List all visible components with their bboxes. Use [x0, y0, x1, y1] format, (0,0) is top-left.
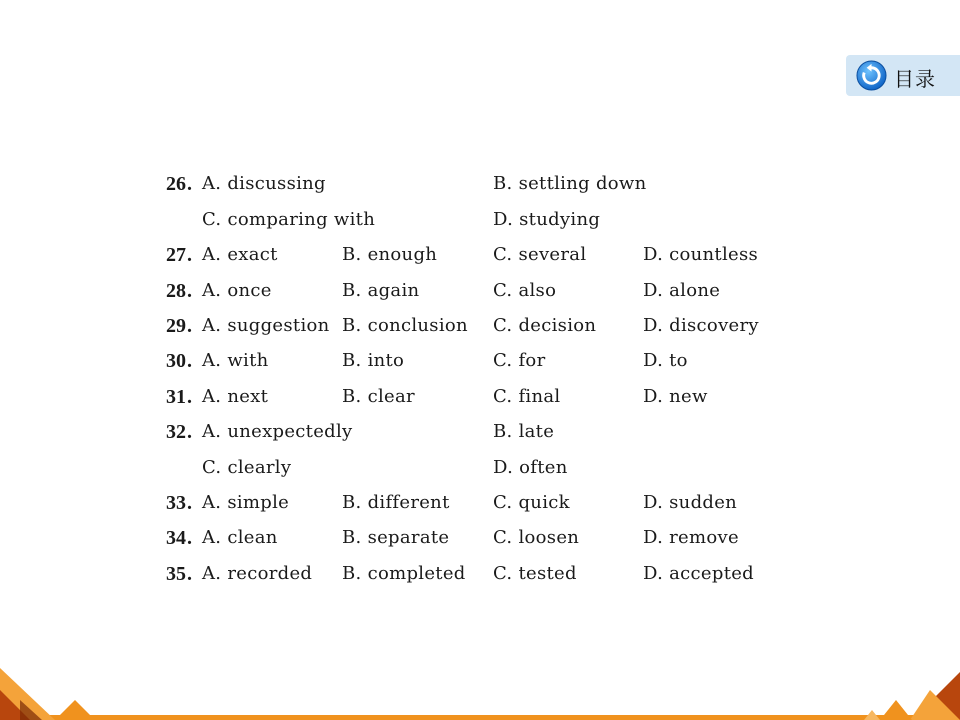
option-d: D. accepted [643, 563, 755, 584]
question-row [0, 277, 960, 305]
option-c: C. for [493, 350, 546, 371]
question-number: 30 [166, 350, 186, 372]
question-number-dot: . [187, 315, 192, 337]
option-a: A. with [202, 350, 269, 371]
question-number-dot: . [187, 280, 192, 302]
question-number: 29 [166, 315, 186, 337]
question-row [0, 241, 960, 269]
option-b: B. late [493, 421, 555, 442]
option-d: D. discovery [643, 315, 759, 336]
option-a: A. discussing [202, 173, 326, 194]
option-b: B. enough [342, 244, 438, 265]
option-c: C. quick [493, 492, 570, 513]
question-number-dot: . [187, 350, 192, 372]
option-a: A. simple [202, 492, 290, 513]
question-number: 33 [166, 492, 186, 514]
question-number-dot: . [187, 421, 192, 443]
question-number: 32 [166, 421, 186, 443]
question-row-continued [0, 206, 960, 234]
question-number-dot: . [187, 244, 192, 266]
question-row [0, 489, 960, 517]
question-row [0, 524, 960, 552]
option-a: A. suggestion [202, 315, 330, 336]
question-row [0, 347, 960, 375]
option-a: A. unexpectedly [202, 421, 353, 442]
option-c: C. clearly [202, 457, 292, 478]
option-d: D. remove [643, 527, 739, 548]
option-d: D. new [643, 386, 708, 407]
question-number: 34 [166, 527, 186, 549]
option-b: B. again [342, 280, 420, 301]
option-c: C. loosen [493, 527, 580, 548]
question-number: 27 [166, 244, 186, 266]
question-number-dot: . [187, 563, 192, 585]
question-row-continued [0, 454, 960, 482]
option-a: A. exact [202, 244, 278, 265]
option-c: C. comparing with [202, 209, 376, 230]
toc-label: 目录 [894, 67, 936, 91]
question-row [0, 383, 960, 411]
option-b: B. clear [342, 386, 415, 407]
option-c: C. decision [493, 315, 597, 336]
question-number: 28 [166, 280, 186, 302]
option-c: C. also [493, 280, 557, 301]
option-c: C. several [493, 244, 587, 265]
option-b: B. separate [342, 527, 450, 548]
option-a: A. clean [202, 527, 278, 548]
option-b: B. conclusion [342, 315, 468, 336]
question-row [0, 170, 960, 198]
option-b: B. settling down [493, 173, 647, 194]
option-a: A. next [202, 386, 269, 407]
option-d: D. to [643, 350, 688, 371]
option-d: D. sudden [643, 492, 738, 513]
option-d: D. countless [643, 244, 759, 265]
question-number: 35 [166, 563, 186, 585]
option-d: D. often [493, 457, 568, 478]
option-b: B. into [342, 350, 405, 371]
option-d: D. studying [493, 209, 601, 230]
question-number: 26 [166, 173, 186, 195]
option-b: B. different [342, 492, 450, 513]
option-d: D. alone [643, 280, 721, 301]
question-number: 31 [166, 386, 186, 408]
question-number-dot: . [187, 386, 192, 408]
option-c: C. final [493, 386, 561, 407]
option-a: A. once [202, 280, 272, 301]
question-number-dot: . [187, 173, 192, 195]
question-number-dot: . [187, 492, 192, 514]
option-a: A. recorded [202, 563, 313, 584]
question-row [0, 312, 960, 340]
option-c: C. tested [493, 563, 577, 584]
option-b: B. completed [342, 563, 466, 584]
question-row [0, 418, 960, 446]
question-row [0, 560, 960, 588]
question-number-dot: . [187, 527, 192, 549]
